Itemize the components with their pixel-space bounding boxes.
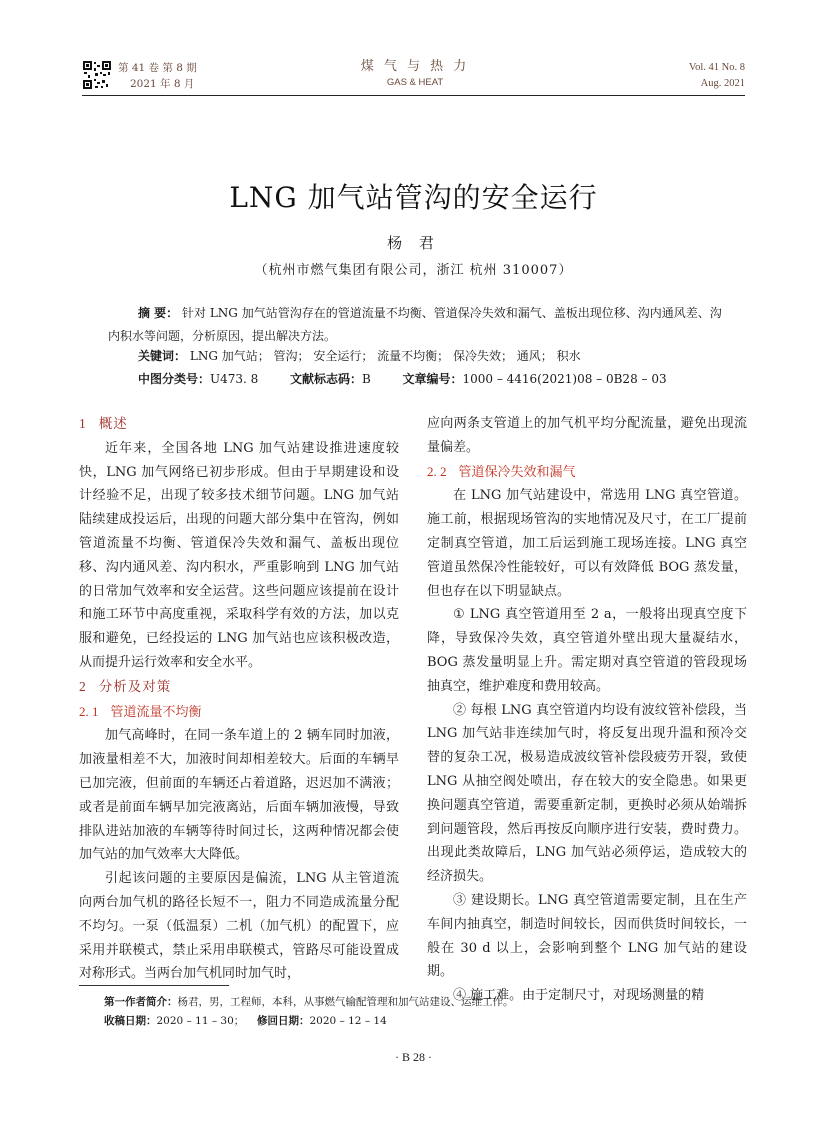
paragraph: 加气高峰时，在同一条车道上的 2 辆车同时加液，加液量相差不大，加液时间却相差较大。后面的车辆早已加完液，但前面的车辆还占着道路，迟迟加不满液；或者是前面车辆早加完液离站，后面车辆加液慢，导致排队进站加液的车辆等待时间过长，这两种情况都会使加气站的加气效率大大降低。: [79, 728, 399, 863]
issue-date: 2021 年 8 月: [130, 78, 195, 90]
doc-code-label: 文献标志码：: [289, 372, 362, 386]
journal-volume-info-en: [689, 60, 745, 92]
article-no-label: 文章编号：: [402, 372, 463, 386]
paragraph: ② 每根 LNG 真空管道内均设有波纹管补偿段，当 LNG 加气站非连续加气时，将反复出现升温和预冷交替的复杂工况，极易造成波纹管补偿段疲劳开裂，致使 LNG 从抽空阀处喷出，存在较大的安全隐患。如果更换问题真空管道，需要重新定制，更换时必须从始端拆到问题管段，然后再按反向顺序进行安装，费时费力。出现此类故障后，LNG 加气站必须停运，造成较大的经济损失。: [427, 702, 747, 885]
section-heading-1: 1 概述: [79, 416, 128, 432]
author-affiliation: （杭州市燃气集团有限公司，浙江 杭州 310007）: [254, 263, 573, 278]
paragraph: ① LNG 真空管道用至 2 a，一般将出现真空度下降，导致保冷失效，真空管道外壁出现大量凝结水，BOG 蒸发量明显上升。需定期对真空管道的管段现场抽真空，维护难度和费用较高。: [427, 607, 747, 694]
subsection-heading-2-1: 2. 1 管道流量不均衡: [79, 703, 202, 720]
abstract-text: 针对 LNG 加气站管沟存在的管道流量不均衡、管道保冷失效和漏气、盖板出现位移、沟内通风差、沟内积水等问题，分析原因，提出解决方法。: [108, 306, 722, 343]
volume-issue: 第 41 卷 第 8 期: [118, 62, 197, 74]
journal-name: [330, 58, 500, 90]
paragraph: 近年来，全国各地 LNG 加气站建设推进速度较快，LNG 加气网络已初步形成。但由于早期建设和设计经验不足，出现了较多技术细节问题。LNG 加气站陆续建成投运后，出现的问题大部分集中在管沟，例如管道流量不均衡、管道保冷失效和漏气、盖板出现位移、沟内通风差、沟内积水，严重影响到 LNG 加气站的日常加气效率和安全运营。这些问题应该提前在设计和施工环节中高度重视，采取科学有效的方法，加以克服和避免，已经投运的 LNG 加气站也应该积极改造，从而提升运行效率和安全水平。: [79, 440, 399, 670]
revised-date: 2020 – 12 – 14: [309, 1015, 387, 1027]
body-right-column: [427, 412, 747, 1008]
article-title: LNG 加气站管沟的安全运行: [229, 181, 598, 214]
abstract: [108, 302, 723, 348]
subsection-heading-2-2: 2. 2 管道保冷失效和漏气: [427, 463, 576, 480]
footnote-divider: [79, 985, 229, 986]
journal-name-en: GAS & HEAT: [386, 77, 444, 88]
revised-label: 修回日期：: [256, 1015, 310, 1027]
article-author: 杨 君: [387, 234, 440, 252]
keywords: [138, 345, 738, 368]
page-number: · B 28 ·: [395, 1050, 432, 1064]
volume-issue-en: Vol. 41 No. 8: [688, 62, 745, 73]
author-bio-text: 杨君，男，工程师，本科，从事燃气输配管理和加气站建设、运维工作。: [177, 996, 514, 1008]
received-date: 2020 – 11 – 30；: [156, 1015, 245, 1027]
keywords-label: 关键词：: [138, 349, 187, 363]
paragraph: 引起该问题的主要原因是偏流，LNG 从主管道流向两台加气机的路径长短不一，阻力不同造成流量分配不均匀。一泵（低温泵）二机（加气机）的配置下，应采用并联模式，禁止采用串联模式，管路尽可能设置成对称形式。当两台加气机同时加气时，: [79, 871, 399, 982]
paragraph: ③ 建设期长。LNG 真空管道需要定制，且在生产车间内抽真空，制造时间较长，因而供货时间较长，一般在 30 d 以上，会影响到整个 LNG 加气站的建设期。: [427, 892, 747, 980]
header-divider: [82, 95, 745, 96]
qr-code-icon: [82, 60, 112, 90]
classification-line: [138, 368, 738, 391]
received-label: 收稿日期：: [104, 1015, 157, 1027]
dates-footnote: [104, 1013, 387, 1029]
doc-code-value: B: [361, 372, 371, 386]
journal-name-cn: 煤 气 与 热 力: [360, 59, 470, 74]
author-bio-label: 第一作者简介：: [104, 996, 178, 1008]
journal-volume-info: [118, 60, 197, 92]
issue-date-en: Aug. 2021: [700, 78, 745, 89]
article-no-value: 1000 – 4416(2021)08 – 0B28 – 03: [462, 372, 667, 386]
section-heading-2: 2 分析及对策: [79, 678, 172, 695]
abstract-label: 摘 要：: [138, 306, 179, 320]
body-left-column: [79, 412, 399, 986]
author-bio-footnote: [104, 994, 514, 1010]
clc-label: 中图分类号：: [138, 372, 211, 386]
paragraph: ④ 施工难。由于定制尺寸，对现场测量的精: [453, 988, 705, 1004]
clc-value: U473. 8: [210, 372, 259, 386]
keywords-text: LNG 加气站； 管沟； 安全运行； 流量不均衡； 保冷失效； 通风； 积水: [189, 349, 581, 363]
paragraph-continued: 应向两条支管道上的加气机平均分配流量，避免出现流量偏差。: [427, 416, 747, 455]
paragraph: 在 LNG 加气站建设中，常选用 LNG 真空管道。施工前，根据现场管沟的实地情况及尺寸，在工厂提前定制真空管道，加工后运到施工现场连接。LNG 真空管道虽然保冷性能较好，可以有效降低 BOG 蒸发量，但也存在以下明显缺点。: [427, 488, 747, 599]
